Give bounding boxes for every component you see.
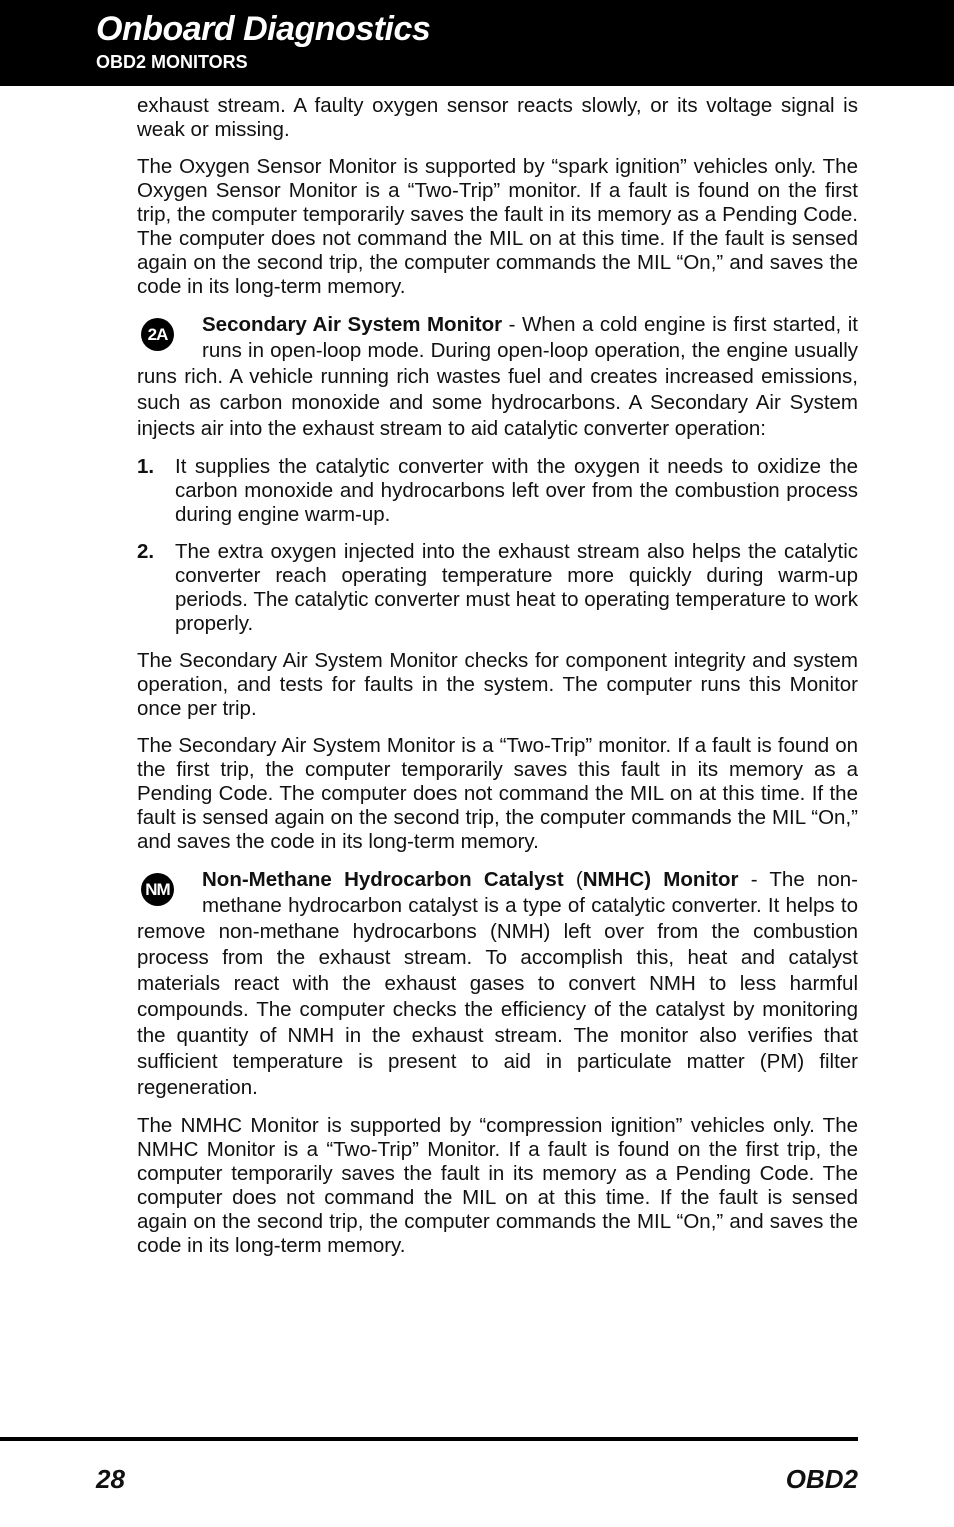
secondary-air-heading: Secondary Air System Monitor [202, 313, 503, 336]
nmhc-text: - The non-methane hydrocarbon catalyst is a type of catalytic converter. It helps to remove non-methane hydrocarbons (NMH) left over from the combustion process from the exhaust stream. To accomplish this, heat and catalyst materials react with the exhaust gases to convert NMH to less harmful compounds. The computer checks the efficiency of the catalyst by monitoring the quantity of NMH in the exhaust stream. The monitor also verifies that sufficient temperature is present to aid in particulate matter (PM) filter regeneration. [137, 868, 858, 1099]
page-content [137, 94, 858, 1271]
page-title: Onboard Diagnostics [96, 10, 431, 48]
nmhc-heading-part2: NMHC) Monitor [582, 868, 739, 891]
page-header [0, 0, 954, 86]
secondary-air-text: - When a cold engine is first started, it runs in open-loop mode. During open-loop operation, the engine usually runs rich. A vehicle running rich wastes fuel and creates increased emissions, such as carbon monoxide and some hydrocarbons. A Secondary Air System injects air into the exhaust stream to aid catalytic converter operation: [137, 313, 859, 440]
secondary-air-section [137, 312, 858, 442]
nmhc-monitor-icon: NM [141, 873, 174, 906]
secondary-air-intro [137, 312, 858, 442]
nmhc-heading-part1: Non-Methane Hydrocarbon Catalyst [202, 868, 564, 891]
secondary-air-monitor-icon: 2A [141, 318, 174, 351]
section-subtitle: OBD2 MONITORS [96, 52, 248, 72]
secondary-air-checks-paragraph: The Secondary Air System Monitor checks for component integrity and system operation, and tests for faults in the system. The computer runs this Monitor once per trip. [137, 649, 858, 720]
footer-divider [0, 1437, 858, 1441]
list-item [137, 455, 858, 527]
footer-label: OBD2 [785, 1464, 858, 1494]
list-text: The extra oxygen injected into the exhaust stream also helps the catalytic converter reach operating temperature more quickly during warm-up periods. The catalytic converter must heat to operating temperature to work properly. [175, 540, 858, 635]
list-number: 2. [137, 540, 155, 563]
secondary-air-two-trip-paragraph: The Secondary Air System Monitor is a “Two-Trip” monitor. If a fault is found on the first trip, the computer temporarily saves this fault in its memory as a Pending Code. The computer does not command the MIL on at this time. If the fault is sensed again on the second trip, the computer commands the MIL “On,” and saves the code in its long-term memory. [137, 734, 858, 853]
list-item [137, 540, 858, 636]
list-text: It supplies the catalytic converter with the oxygen it needs to oxidize the carbon monoxide and hydrocarbons left over from the combustion process during engine warm-up. [175, 455, 858, 526]
page-number: 28 [96, 1464, 125, 1494]
nmhc-intro [137, 867, 858, 1101]
oxygen-sensor-paragraph: The Oxygen Sensor Monitor is supported by “spark ignition” vehicles only. The Oxygen Sensor Monitor is a “Two-Trip” monitor. If a fault is found on the first trip, the computer temporarily saves the fault in its memory as a Pending Code. The computer does not command the MIL on at this time. If the fault is sensed again on the second trip, the computer commands the MIL “On,” and saves the code in its long-term memory. [137, 155, 858, 298]
list-number: 1. [137, 455, 155, 478]
nmhc-section [137, 867, 858, 1101]
nmhc-heading-paren: ( [563, 868, 583, 891]
nmhc-support-paragraph: The NMHC Monitor is supported by “compression ignition” vehicles only. The NMHC Monitor is a “Two-Trip” Monitor. If a fault is found on the first trip, the computer temporarily saves the fault in its memory as a Pending Code. The computer does not command the MIL on at this time. If the fault is sensed again on the second trip, the computer commands the MIL “On,” and saves the code in its long-term memory. [137, 1114, 858, 1257]
intro-continuation: exhaust stream. A faulty oxygen sensor reacts slowly, or its voltage signal is weak or missing. [137, 94, 858, 141]
secondary-air-steps [137, 455, 858, 636]
